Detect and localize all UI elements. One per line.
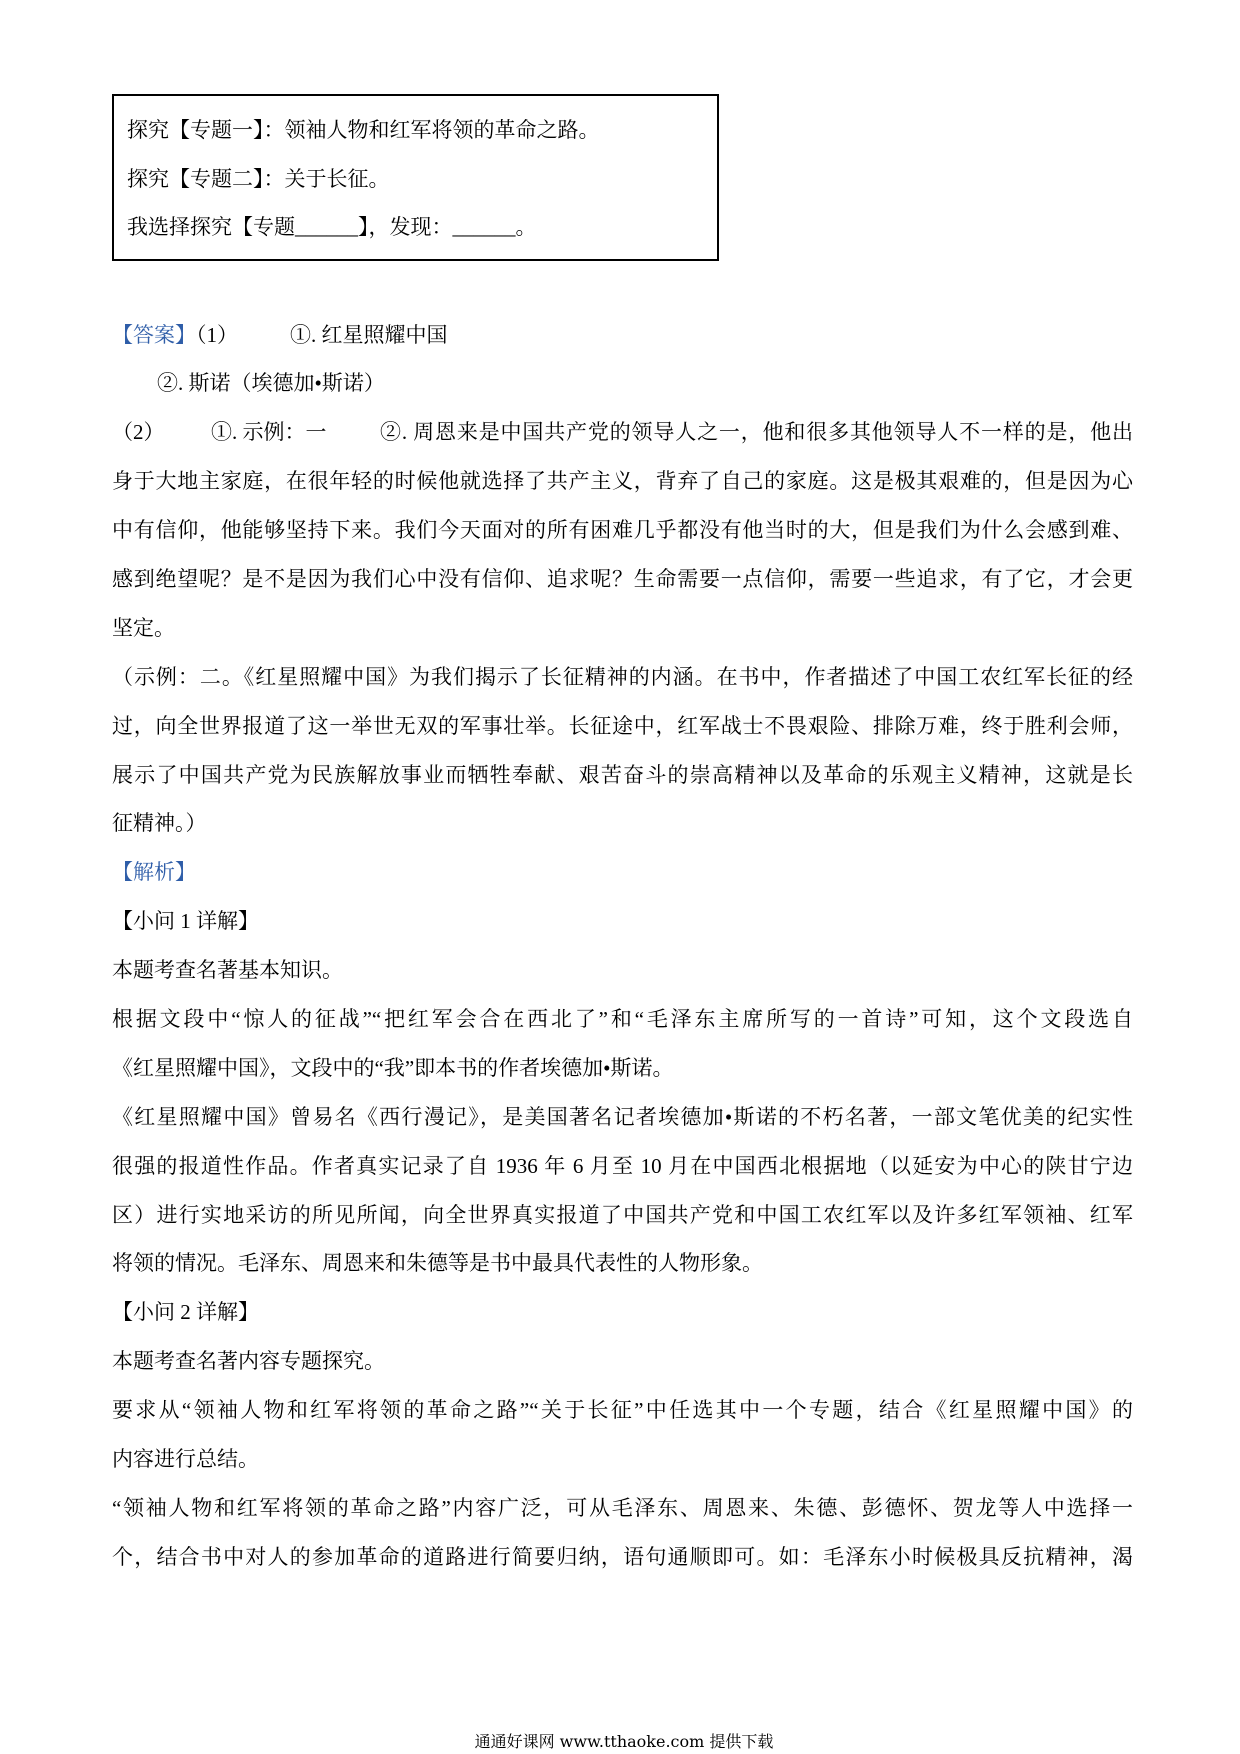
answer-and-analysis	[112, 311, 1133, 1582]
topic-choice-line: 我选择探究【专题______】，发现：______。	[127, 215, 537, 239]
q2-blank2-line: 感到绝望呢？是不是因为我们心中没有信仰、追求呢？生命需要一点信仰，需要一些追求，有了它，才会更	[112, 566, 1133, 591]
question-box	[112, 94, 719, 261]
part2-line: 本题考查名著内容专题探究。	[112, 1349, 385, 1374]
q2-blank2-line: 坚定。	[112, 615, 175, 640]
q1-blank2-answer: ②. 斯诺（埃德加•斯诺）	[157, 371, 385, 396]
q1-number: （1）	[196, 322, 238, 347]
q2-number: （2）	[112, 420, 165, 445]
part2-line: 要求从“领袖人物和红军将领的革命之路”“关于长征”中任选其中一个专题，结合《红星照耀中国》的	[112, 1398, 1133, 1423]
answer-label: 【答案】	[112, 322, 196, 347]
part2-line: 内容进行总结。	[112, 1446, 259, 1471]
part1-line: 根据文段中“惊人的征战”“把红军会合在西北了”和“毛泽东主席所写的一首诗”可知，这个文段选自	[112, 1006, 1133, 1031]
part1-line: 将领的情况。毛泽东、周恩来和朱德等是书中最具代表性的人物形象。	[112, 1251, 763, 1276]
part1-line: 很强的报道性作品。作者真实记录了自 1936 年 6 月至 10 月在中国西北根据地（以延安为中心的陕甘宁边	[112, 1153, 1133, 1178]
answer-q2-line	[112, 408, 1133, 457]
part2-title: 【小问 2 详解】	[112, 1300, 259, 1325]
part1-line: 区）进行实地采访的所见所闻，向全世界真实报道了中国共产党和中国工农红军以及许多红军领袖、红军	[112, 1202, 1133, 1227]
part2-line: “领袖人物和红军将领的革命之路”内容广泛，可从毛泽东、周恩来、朱德、彭德怀、贺龙等人中选择一	[112, 1495, 1133, 1520]
part1-title: 【小问 1 详解】	[112, 909, 259, 934]
part1-line: 本题考查名著基本知识。	[112, 958, 343, 983]
part2-line: 个，结合书中对人的参加革命的道路进行简要归纳，语句通顺即可。如：毛泽东小时候极具反抗精神，渴	[112, 1544, 1133, 1569]
answer-q1-line	[112, 311, 1133, 360]
example2-line: （示例：二。《红星照耀中国》为我们揭示了长征精神的内涵。在书中，作者描述了中国工农红军长征的经	[112, 664, 1133, 689]
q1-blank1-answer: ①. 红星照耀中国	[290, 322, 448, 347]
topic-two-line: 探究【专题二】：关于长征。	[127, 166, 390, 191]
page-footer: 通通好课网 www.tthaoke.com 提供下载	[474, 1732, 774, 1751]
q2-blank2-line: ②. 周恩来是中国共产党的领导人之一，他和很多其他领导人不一样的是，他出	[380, 420, 1133, 445]
part1-line: 《红星照耀中国》，文段中的“我”即本书的作者埃德加•斯诺。	[112, 1055, 674, 1080]
q2-blank2-line: 身于大地主家庭，在很年轻的时候他就选择了共产主义，背弃了自己的家庭。这是极其艰难的，但是因为心	[112, 469, 1133, 494]
topic-one-line: 探究【专题一】：领袖人物和红军将领的革命之路。	[127, 118, 600, 142]
q2-blank1-answer: ①. 示例：一	[211, 420, 327, 445]
q2-blank2-line: 中有信仰，他能够坚持下来。我们今天面对的所有困难几乎都没有他当时的大，但是我们为什么会感到难、	[112, 518, 1133, 543]
example2-line: 展示了中国共产党为民族解放事业而牺牲奉献、艰苦奋斗的崇高精神以及革命的乐观主义精神，这就是长	[112, 762, 1133, 787]
analysis-label: 【解析】	[112, 860, 196, 885]
part1-line: 《红星照耀中国》曾易名《西行漫记》，是美国著名记者埃德加•斯诺的不朽名著，一部文笔优美的纪实性	[112, 1104, 1133, 1129]
example2-line: 过，向全世界报道了这一举世无双的军事壮举。长征途中，红军战士不畏艰险、排除万难，终于胜利会师，	[112, 713, 1133, 738]
example2-line: 征精神。）	[112, 811, 207, 836]
answer-q1-head	[112, 311, 290, 360]
